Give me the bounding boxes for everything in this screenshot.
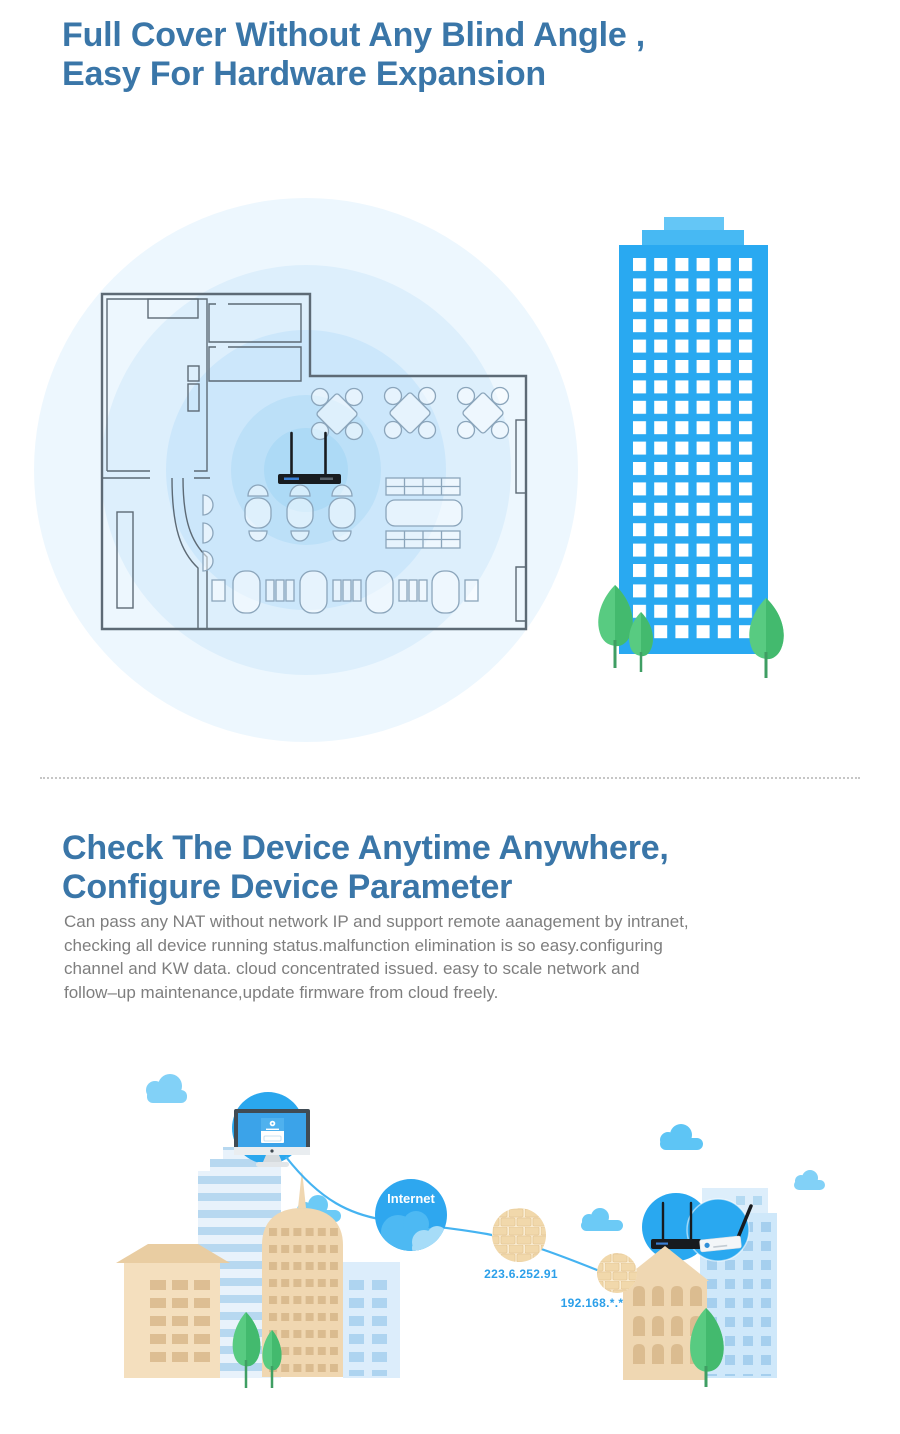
internet-label: Internet xyxy=(387,1191,435,1206)
dining-set-diamond xyxy=(385,388,436,439)
dining-set-diamond xyxy=(458,388,509,439)
dining-set-oval xyxy=(245,485,355,541)
section2-title xyxy=(62,829,669,907)
section2-title-line2: Configure Device Parameter xyxy=(62,868,513,906)
coverage-illustration xyxy=(0,168,900,748)
internet-cloud-icon xyxy=(375,1179,464,1256)
wifi-signal-rings xyxy=(34,198,578,742)
description-line: checking all device running status.malfunction elimination is so easy.configuring xyxy=(64,935,663,955)
section1-title-line1: Full Cover Without Any Blind Angle , xyxy=(62,16,646,54)
building-windows xyxy=(633,258,760,641)
wall-chairs xyxy=(203,495,213,571)
description-line: channel and KW data. cloud concentrated issued. easy to scale network and xyxy=(64,959,640,978)
public-ip-label: 223.6.252.91 xyxy=(484,1267,558,1281)
section-divider xyxy=(40,777,860,779)
section1-title xyxy=(62,16,645,94)
building-roof-base xyxy=(642,230,744,246)
firewall-icon-private xyxy=(597,1253,637,1293)
firewall-icon-public xyxy=(492,1208,546,1262)
router-circles xyxy=(642,1193,751,1261)
section2-title-line1: Check The Device Anytime Anywhere, xyxy=(62,829,669,867)
section2-description xyxy=(64,910,689,1004)
section1-title-line2: Easy For Hardware Expansion xyxy=(62,55,546,93)
private-ip-label: 192.168.*.* xyxy=(560,1296,624,1310)
mid-blue-building xyxy=(343,1262,400,1378)
long-tables xyxy=(386,478,462,548)
office-building xyxy=(619,217,768,654)
tan-house xyxy=(116,1244,230,1378)
description-line: follow–up maintenance,update firmware from cloud freely. xyxy=(64,982,499,1002)
remote-management-illustration xyxy=(0,1058,900,1390)
dining-set-diamond xyxy=(312,389,363,440)
description-line: Can pass any NAT without network IP and support remote aanagement by intranet, xyxy=(64,912,689,931)
